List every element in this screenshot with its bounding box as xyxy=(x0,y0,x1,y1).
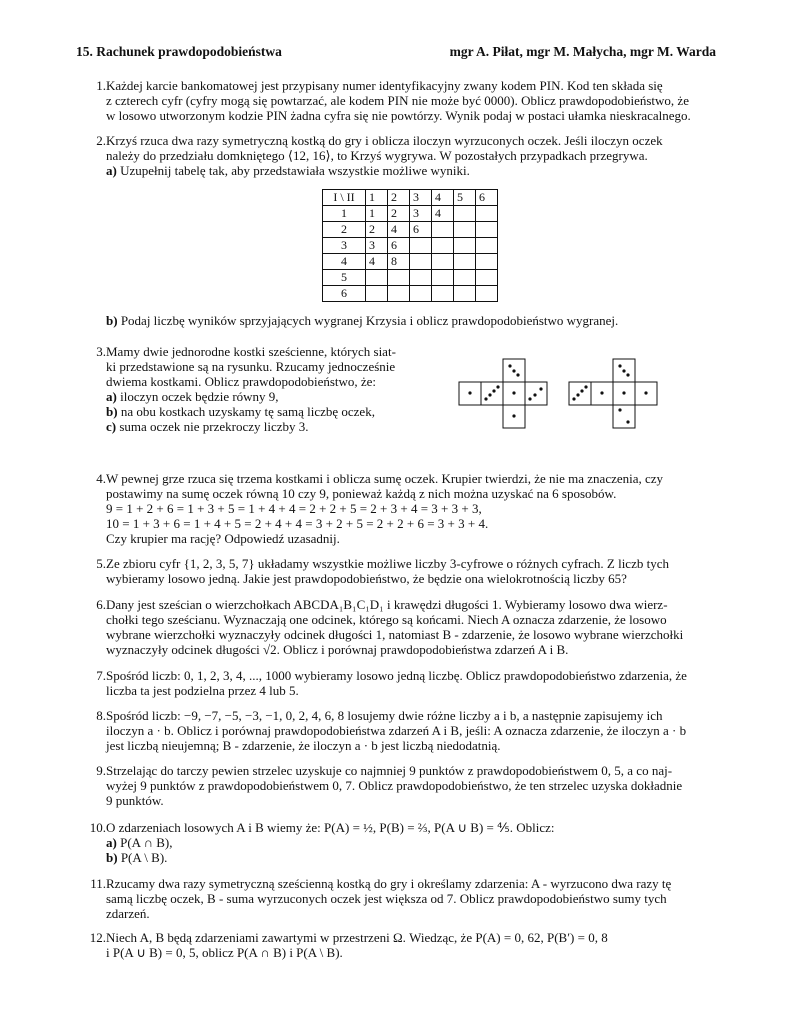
subpart-text: Podaj liczbę wyników sprzyjających wygranej Krzysia i oblicz prawdopodobieństwo wygranej. xyxy=(120,313,619,328)
table-col-header: 1 xyxy=(366,190,388,206)
subpart-text: iloczyn oczek będzie równy 9, xyxy=(120,389,279,404)
worksheet-authors: mgr A. Piłat, mgr M. Małycha, mgr M. Warda xyxy=(449,44,716,59)
table-cell[interactable]: 2 xyxy=(388,206,410,222)
table-cell[interactable] xyxy=(432,270,454,286)
subpart-text: suma oczek nie przekroczy liczby 3. xyxy=(119,419,309,434)
table-row xyxy=(323,286,498,302)
subpart-label: a) xyxy=(106,389,117,404)
subpart-label: b) xyxy=(106,850,118,865)
problem-text-line: 9 punktów. xyxy=(106,793,164,808)
problem-8 xyxy=(88,708,714,753)
problem-1 xyxy=(88,78,714,123)
table-cell[interactable] xyxy=(432,286,454,302)
subpart-label: a) xyxy=(106,163,117,178)
table-row-header: 3 xyxy=(323,238,366,254)
table-row xyxy=(323,238,498,254)
problem-text-line: Każdej karcie bankomatowej jest przypisany numer identyfikacyjny zwany kodem PIN. Kod ten składa się xyxy=(106,78,663,93)
problem-text-line: należy do przedziału domkniętego ⟨12, 16⟩, to Krzyś wygrywa. W pozostałych przypadkach przegrywa. xyxy=(106,148,648,163)
page-header xyxy=(76,44,716,62)
problem-number: 2. xyxy=(96,133,106,148)
table-cell[interactable]: 1 xyxy=(366,206,388,222)
table-cell[interactable]: 6 xyxy=(388,238,410,254)
problem-text-line: wyżej 9 punktów z prawdopodobieństwem 0, 7. Oblicz prawdopodobieństwo, że ten strzelec uzyska dokładnie xyxy=(106,778,683,793)
problem-text-line: 9 = 1 + 2 + 6 = 1 + 3 + 5 = 1 + 4 + 4 = 2 + 2 + 5 = 2 + 3 + 4 = 3 + 3 + 3, xyxy=(106,501,482,516)
problem-subpart-b xyxy=(106,850,714,865)
table-cell[interactable] xyxy=(432,238,454,254)
problem-text-line: postawimy na sumę oczek równą 10 czy 9, ponieważ każdą z nich można uzyskać na 6 sposobów. xyxy=(106,486,617,501)
table-cell[interactable] xyxy=(388,286,410,302)
subpart-text: na obu kostkach uzyskamy tę samą liczbę oczek, xyxy=(120,404,375,419)
problem-number: 1. xyxy=(96,78,106,93)
problem-number: 7. xyxy=(96,668,106,683)
table-col-header: 6 xyxy=(476,190,498,206)
problem-number: 12. xyxy=(89,930,106,945)
problem-text-line: w losowo utworzonym kodzie PIN żadna cyfra się nie powtórzy. Wynik podaj w postaci ułamka nieskracalnego. xyxy=(106,108,691,123)
subpart-text: P(A \ B). xyxy=(120,850,168,865)
table-row-header: 5 xyxy=(323,270,366,286)
table-cell[interactable] xyxy=(454,222,476,238)
problem-subpart-c xyxy=(106,419,438,434)
problem-text-line: z czterech cyfr (cyfry mogą się powtarzać, ale kodem PIN nie może być 0000). Oblicz prawdopodobieństwo, że xyxy=(106,93,689,108)
problem-text-line: Rzucamy dwa razy symetryczną sześcienną kostką do gry i określamy zdarzenia: A - wyrzucono dwa razy tę xyxy=(106,876,672,891)
products-table xyxy=(322,189,498,302)
problem-text-line: O zdarzeniach losowych A i B wiemy że: P(A) = ½, P(B) = ⅔, P(A ∪ B) = ⅘. Oblicz: xyxy=(106,820,555,835)
table-cell[interactable] xyxy=(476,206,498,222)
problem-2 xyxy=(88,133,714,178)
problem-text-line: wybrane wierzchołki wyznaczyły odcinek długości 1, natomiast B - zdarzenie, że losowo wybrane wierzchołki xyxy=(106,627,684,642)
table-cell[interactable] xyxy=(388,270,410,286)
table-cell[interactable] xyxy=(432,254,454,270)
table-cell[interactable] xyxy=(476,254,498,270)
subpart-label: c) xyxy=(106,419,117,434)
problem-text-line: 10 = 1 + 3 + 6 = 1 + 4 + 5 = 2 + 4 + 4 = 3 + 2 + 5 = 2 + 2 + 6 = 3 + 3 + 4. xyxy=(106,516,489,531)
table-cell[interactable] xyxy=(366,286,388,302)
table-cell[interactable] xyxy=(454,270,476,286)
table-row-header: 6 xyxy=(323,286,366,302)
table-corner-cell: I \ II xyxy=(323,190,366,206)
table-cell[interactable] xyxy=(454,254,476,270)
table-cell[interactable] xyxy=(410,270,432,286)
problem-text-line: Czy krupier ma rację? Odpowiedź uzasadnij. xyxy=(106,531,340,546)
problem-text-line: samą liczbę oczek, B - suma wyrzuconych oczek jest większa od 7. Oblicz prawdopodobieństwo sumy tych xyxy=(106,891,667,906)
table-cell[interactable] xyxy=(410,286,432,302)
problem-6 xyxy=(88,597,714,657)
problem-subpart-b xyxy=(106,404,438,419)
table-col-header: 3 xyxy=(410,190,432,206)
problem-number: 3. xyxy=(96,344,106,359)
table-cell[interactable] xyxy=(454,238,476,254)
table-cell[interactable]: 3 xyxy=(410,206,432,222)
problem-7 xyxy=(88,668,714,698)
subpart-text: Uzupełnij tabelę tak, aby przedstawiała wszystkie możliwe wyniki. xyxy=(120,163,470,178)
problem-text-line: jest liczbą nieujemną; B - zdarzenie, że iloczyn a · b jest liczbą niedodatnią. xyxy=(106,738,501,753)
problem-text-line: wyznaczyły odcinek długości √2. Oblicz i porównaj prawdopodobieństwa zdarzeń A i B. xyxy=(106,642,569,657)
problem-subpart-b xyxy=(106,313,714,328)
table-cell[interactable]: 4 xyxy=(366,254,388,270)
subpart-label: b) xyxy=(106,313,118,328)
problem-subpart-a xyxy=(106,389,438,404)
problem-text-line: Niech A, B będą zdarzeniami zawartymi w przestrzeni Ω. Wiedząc, że P(A) = 0, 62, P(B′) = 0, 8 xyxy=(106,930,608,945)
table-cell[interactable]: 3 xyxy=(366,238,388,254)
table-col-header: 4 xyxy=(432,190,454,206)
problem-text-line: ki przedstawione są na rysunku. Rzucamy jednocześnie xyxy=(106,359,396,374)
table-cell[interactable] xyxy=(410,238,432,254)
problem-11 xyxy=(88,876,714,921)
problem-text-line: Mamy dwie jednorodne kostki sześcienne, których siat- xyxy=(106,344,396,359)
problem-5 xyxy=(88,556,714,586)
problem-text-line: Spośród liczb: −9, −7, −5, −3, −1, 0, 2, 4, 6, 8 losujemy dwie różne liczby a i b, a następnie zapisujemy ich xyxy=(106,708,663,723)
table-cell[interactable] xyxy=(476,222,498,238)
table-col-header: 5 xyxy=(454,190,476,206)
problem-text-line: Ze zbioru cyfr {1, 2, 3, 5, 7} układamy wszystkie możliwe liczby 3-cyfrowe o różnych cyfrach. Z liczb tych xyxy=(106,556,669,571)
problem-subpart-a xyxy=(106,835,714,850)
problem-text-line: dwiema kostkami. Oblicz prawdopodobieństwo, że: xyxy=(106,374,377,389)
table-row xyxy=(323,222,498,238)
problem-12 xyxy=(88,930,714,960)
table-cell[interactable] xyxy=(476,238,498,254)
problem-number: 4. xyxy=(96,471,106,486)
dice-nets-figure xyxy=(455,358,665,430)
die1-face-center-left xyxy=(481,382,503,405)
problem-2-part-b xyxy=(88,313,714,328)
problem-text-line: Dany jest sześcian o wierzchołkach ABCDA₁B₁C₁D₁ i krawędzi długości 1. Wybieramy losowo dwa wierz- xyxy=(106,597,668,612)
table-row-header: 1 xyxy=(323,206,366,222)
table-cell[interactable] xyxy=(410,254,432,270)
problem-3 xyxy=(88,344,438,434)
problem-text-line: chołki tego sześcianu. Wyznaczają one odcinek, którego są końcami. Niech A oznacza zdarzenie, że losowo xyxy=(106,612,667,627)
table-cell[interactable]: 2 xyxy=(366,222,388,238)
problem-number: 5. xyxy=(96,556,106,571)
problem-number: 11. xyxy=(90,876,106,891)
subpart-label: b) xyxy=(106,404,118,419)
subpart-text: P(A ∩ B), xyxy=(120,835,173,850)
table-cell[interactable] xyxy=(432,222,454,238)
problem-text-line: Strzelając do tarczy pewien strzelec uzyskuje co najmniej 9 punktów z prawdopodobieństwem 0, 5, a co naj- xyxy=(106,763,673,778)
problem-text-line: wybieramy losowo jedną. Jakie jest prawdopodobieństwo, że będzie ona wielokrotnością liczby 65? xyxy=(106,571,627,586)
table-cell[interactable] xyxy=(366,270,388,286)
table-cell[interactable]: 4 xyxy=(388,222,410,238)
problem-text-line: Spośród liczb: 0, 1, 2, 3, 4, ..., 1000 wybieramy losowo jedną liczbę. Oblicz prawdopodobieństwo zdarzenia, że xyxy=(106,668,687,683)
problem-number: 10. xyxy=(89,820,106,835)
problem-text-line: liczba ta jest podzielna przez 4 lub 5. xyxy=(106,683,299,698)
table-cell[interactable]: 4 xyxy=(432,206,454,222)
table-cell[interactable] xyxy=(476,286,498,302)
table-cell[interactable]: 8 xyxy=(388,254,410,270)
subpart-label: a) xyxy=(106,835,117,850)
problem-number: 8. xyxy=(96,708,106,723)
problem-9 xyxy=(88,763,714,808)
table-row xyxy=(323,206,498,222)
problem-number: 9. xyxy=(96,763,106,778)
problem-text-line: i P(A ∪ B) = 0, 5, oblicz P(A ∩ B) i P(A \ B). xyxy=(106,945,343,960)
problem-number: 6. xyxy=(96,597,106,612)
problem-4 xyxy=(88,471,714,546)
table-cell[interactable] xyxy=(454,206,476,222)
die-pips xyxy=(468,364,647,423)
problem-subpart-a xyxy=(106,163,714,178)
table-cell[interactable] xyxy=(476,270,498,286)
table-header-row xyxy=(323,190,498,206)
die2-face-left xyxy=(569,382,591,405)
table-col-header: 2 xyxy=(388,190,410,206)
problem-text-line: iloczyn a · b. Oblicz i porównaj prawdopodobieństwa zdarzeń A i B, jeśli: A oznacza zdarzenie, że iloczyn a · b xyxy=(106,723,687,738)
problem-text-line: zdarzeń. xyxy=(106,906,150,921)
worksheet-title: 15. Rachunek prawdopodobieństwa xyxy=(76,44,282,59)
table-row xyxy=(323,254,498,270)
die1-face-right xyxy=(525,382,547,405)
die2-face-bottom xyxy=(613,405,635,428)
table-cell[interactable]: 6 xyxy=(410,222,432,238)
problem-text-line: Krzyś rzuca dwa razy symetryczną kostką do gry i oblicza iloczyn wyrzuconych oczek. Jeśli iloczyn oczek xyxy=(106,133,663,148)
problem-text-line: W pewnej grze rzuca się trzema kostkami i oblicza sumę oczek. Krupier twierdzi, że nie ma znaczenia, czy xyxy=(106,471,664,486)
table-row-header: 4 xyxy=(323,254,366,270)
table-row-header: 2 xyxy=(323,222,366,238)
table-row xyxy=(323,270,498,286)
problem-10 xyxy=(88,820,714,865)
table-cell[interactable] xyxy=(454,286,476,302)
